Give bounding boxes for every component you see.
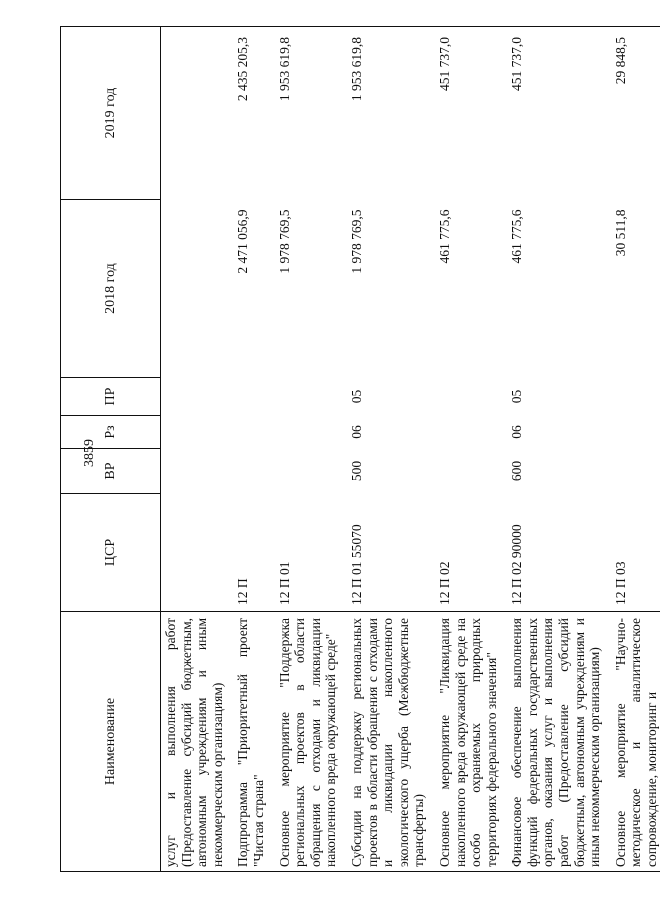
row-rz [161, 416, 226, 449]
row-csr: 12 П [235, 578, 251, 605]
row-csr: 12 П 02 [436, 561, 452, 605]
row-pr [427, 378, 499, 416]
row-vr [267, 449, 339, 494]
row-vr [603, 449, 660, 494]
row-rz [427, 416, 499, 449]
row-2018: 1 978 769,5 [348, 209, 364, 274]
row-name: Основное мероприятие "Научно-методическое и аналитическое сопровождение, мониторинг и [603, 612, 660, 872]
row-vr [427, 449, 499, 494]
row-csr: 12 П 03 [612, 561, 628, 605]
row-vr [161, 449, 226, 494]
row-pr [161, 378, 226, 416]
row-2018: 30 511,8 [612, 209, 628, 257]
row-vr [225, 449, 266, 494]
table-header-row [61, 27, 161, 872]
row-2018: 2 471 056,9 [235, 209, 251, 274]
row-rz: 06 [348, 425, 364, 439]
row-pr [225, 378, 266, 416]
row-2019: 2 435 205,3 [225, 27, 266, 200]
header-vr: ВР [61, 449, 161, 494]
row-name: Основное мероприятие "Ликвидация накопленного вреда окружающей среде на особо охраняемых природных территориях федерального значения" [427, 612, 499, 872]
page-number: 3859 [82, 439, 97, 467]
row-name: Субсидии на поддержку региональных проектов в области обращения с отходами и ликвидации накопленного экологического ущерба (Межбюджетные трансферты) [339, 612, 427, 872]
table-row [225, 27, 266, 872]
row-2018 [161, 200, 226, 378]
row-pr [603, 378, 660, 416]
header-2019: 2019 год [61, 27, 161, 200]
header-rz: Рз [61, 416, 161, 449]
row-vr: 600 [509, 460, 525, 482]
row-pr [267, 378, 339, 416]
header-pr: ПР [61, 378, 161, 416]
row-rz [225, 416, 266, 449]
table-row [161, 27, 226, 872]
row-2019 [161, 27, 226, 200]
row-pr: 05 [348, 389, 364, 404]
row-name: услуг и выполнения работ (Предоставление субсидий бюджетным, автономным учреждениям и иным некоммерческим организациям) [161, 612, 226, 872]
rotated-table-container [60, 27, 660, 872]
row-vr: 500 [348, 460, 364, 482]
budget-table [60, 26, 660, 872]
row-csr: 12 П 01 [276, 561, 292, 605]
row-name: Финансовое обеспечение выполнения функций федеральных государственных органов, оказания услуг и выполнения работ (Предоставление субсидий бюджетным, автономным учреждениям и иным некоммерческим организациям) [499, 612, 603, 872]
row-2019: 1 953 619,8 [339, 27, 427, 200]
row-2019: 451 737,0 [499, 27, 603, 200]
row-csr: 12 П 01 55070 [348, 524, 364, 605]
row-csr: 12 П 02 90000 [509, 524, 525, 605]
row-2019: 1 953 619,8 [267, 27, 339, 200]
table-row [499, 27, 603, 872]
row-rz: 06 [509, 425, 525, 439]
header-2018: 2018 год [61, 200, 161, 378]
row-csr [161, 494, 226, 612]
row-name: Основное мероприятие "Поддержка региональных проектов в области обращения с отходами и ликвидации накопленного вреда окружающей среде" [267, 612, 339, 872]
row-2018: 1 978 769,5 [276, 209, 292, 274]
row-pr: 05 [509, 389, 525, 404]
row-rz [267, 416, 339, 449]
row-2019: 451 737,0 [427, 27, 499, 200]
table-row [427, 27, 499, 872]
header-csr: ЦСР [61, 494, 161, 612]
table-row [267, 27, 339, 872]
table-row [603, 27, 660, 872]
row-2018: 461 775,6 [436, 209, 452, 264]
row-rz [603, 416, 660, 449]
row-name: Подпрограмма "Приоритетный проект "Чистая страна" [225, 612, 266, 872]
header-name: Наименование [61, 612, 161, 872]
row-2019: 29 848,5 [603, 27, 660, 200]
table-row [339, 27, 427, 872]
row-2018: 461 775,6 [509, 209, 525, 264]
